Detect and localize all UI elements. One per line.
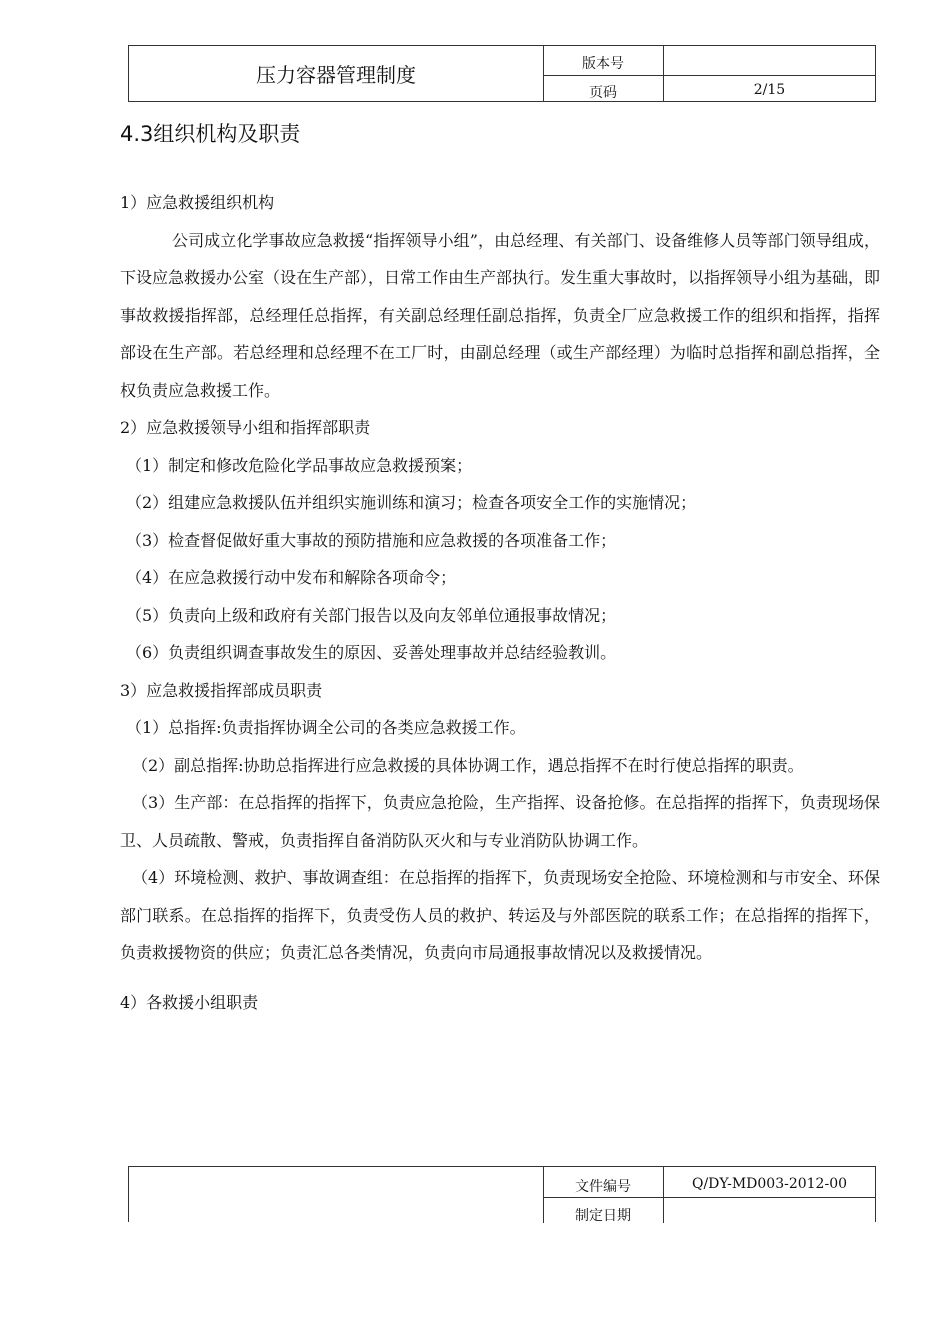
doc-number-value: Q/DY-MD003-2012-00 bbox=[691, 1176, 848, 1192]
document-body bbox=[120, 184, 880, 1021]
header-table bbox=[128, 45, 876, 102]
section-3-item: （1）总指挥:负责指挥协调全公司的各类应急救援工作。 bbox=[126, 718, 526, 737]
version-label: 版本号 bbox=[582, 56, 624, 72]
section-2-item: （4）在应急救援行动中发布和解除各项命令； bbox=[126, 568, 457, 587]
doc-number-label: 文件编号 bbox=[575, 1179, 631, 1195]
section-4-heading: 4）各救援小组职责 bbox=[120, 992, 259, 1012]
section-1-paragraph: 公司成立化学事故应急救援“指挥领导小组”，由总经理、有关部门、设备维修人员等部门领导组成，下设应急救援办公室（设在生产部），日常工作由生产部执行。发生重大事故时，以指挥领导小组为基础，即事故救援指挥部，总经理任总指挥，有关副总经理任副总指挥，负责全厂应急救援工作的组织和指挥，指挥部设在生产部。若总经理和总经理不在工厂时，由副总经理（或生产部经理）为临时总指挥和副总指挥，全权负责应急救援工作。 bbox=[120, 230, 881, 400]
section-2-item: （3）检查督促做好重大事故的预防措施和应急救援的各项准备工作； bbox=[126, 530, 617, 550]
section-3-item: （4）环境检测、救护、事故调查组：在总指挥的指挥下，负责现场安全抢险、环境检测和与市安全、环保部门联系。在总指挥的指挥下，负责受伤人员的救护、转运及与外部医院的联系工作；在总指挥的指挥下，负责救援物资的供应；负责汇总各类情况，负责向市局通报事故情况以及救援情况。 bbox=[120, 868, 880, 962]
section-2-item: （2）组建应急救援队伍并组织实施训练和演习；检查各项安全工作的实施情况； bbox=[126, 493, 697, 512]
section-1-heading: 1）应急救援组织机构 bbox=[120, 193, 275, 212]
section-title: 4.3组织机构及职责 bbox=[120, 122, 301, 146]
section-2-item: （1）制定和修改危险化学品事故应急救援预案； bbox=[126, 455, 473, 475]
page-label: 页码 bbox=[589, 85, 617, 101]
document-title: 压力容器管理制度 bbox=[256, 63, 416, 87]
section-3-item: （3）生产部：在总指挥的指挥下，负责应急抢险，生产指挥、设备抢修。在总指挥的指挥下，负责现场保卫、人员疏散、警戒，负责指挥自备消防队灭火和与专业消防队协调工作。 bbox=[120, 793, 880, 850]
section-3-item: （2）副总指挥:协助总指挥进行应急救援的具体协调工作，遇总指挥不在时行使总指挥的职责。 bbox=[132, 755, 804, 775]
section-2-item: （6）负责组织调查事故发生的原因、妥善处理事故并总结经验教训。 bbox=[126, 643, 617, 662]
section-2-heading: 2）应急救援领导小组和指挥部职责 bbox=[120, 418, 371, 437]
header-divider bbox=[543, 75, 875, 76]
footer-table bbox=[128, 1166, 876, 1222]
footer-divider bbox=[543, 1197, 875, 1198]
date-label: 制定日期 bbox=[575, 1208, 631, 1224]
page-number: 2/15 bbox=[753, 82, 786, 98]
section-2-item: （5）负责向上级和政府有关部门报告以及向友邻单位通报事故情况； bbox=[126, 605, 617, 625]
section-3-heading: 3）应急救援指挥部成员职责 bbox=[120, 680, 323, 700]
spacer bbox=[120, 972, 880, 984]
